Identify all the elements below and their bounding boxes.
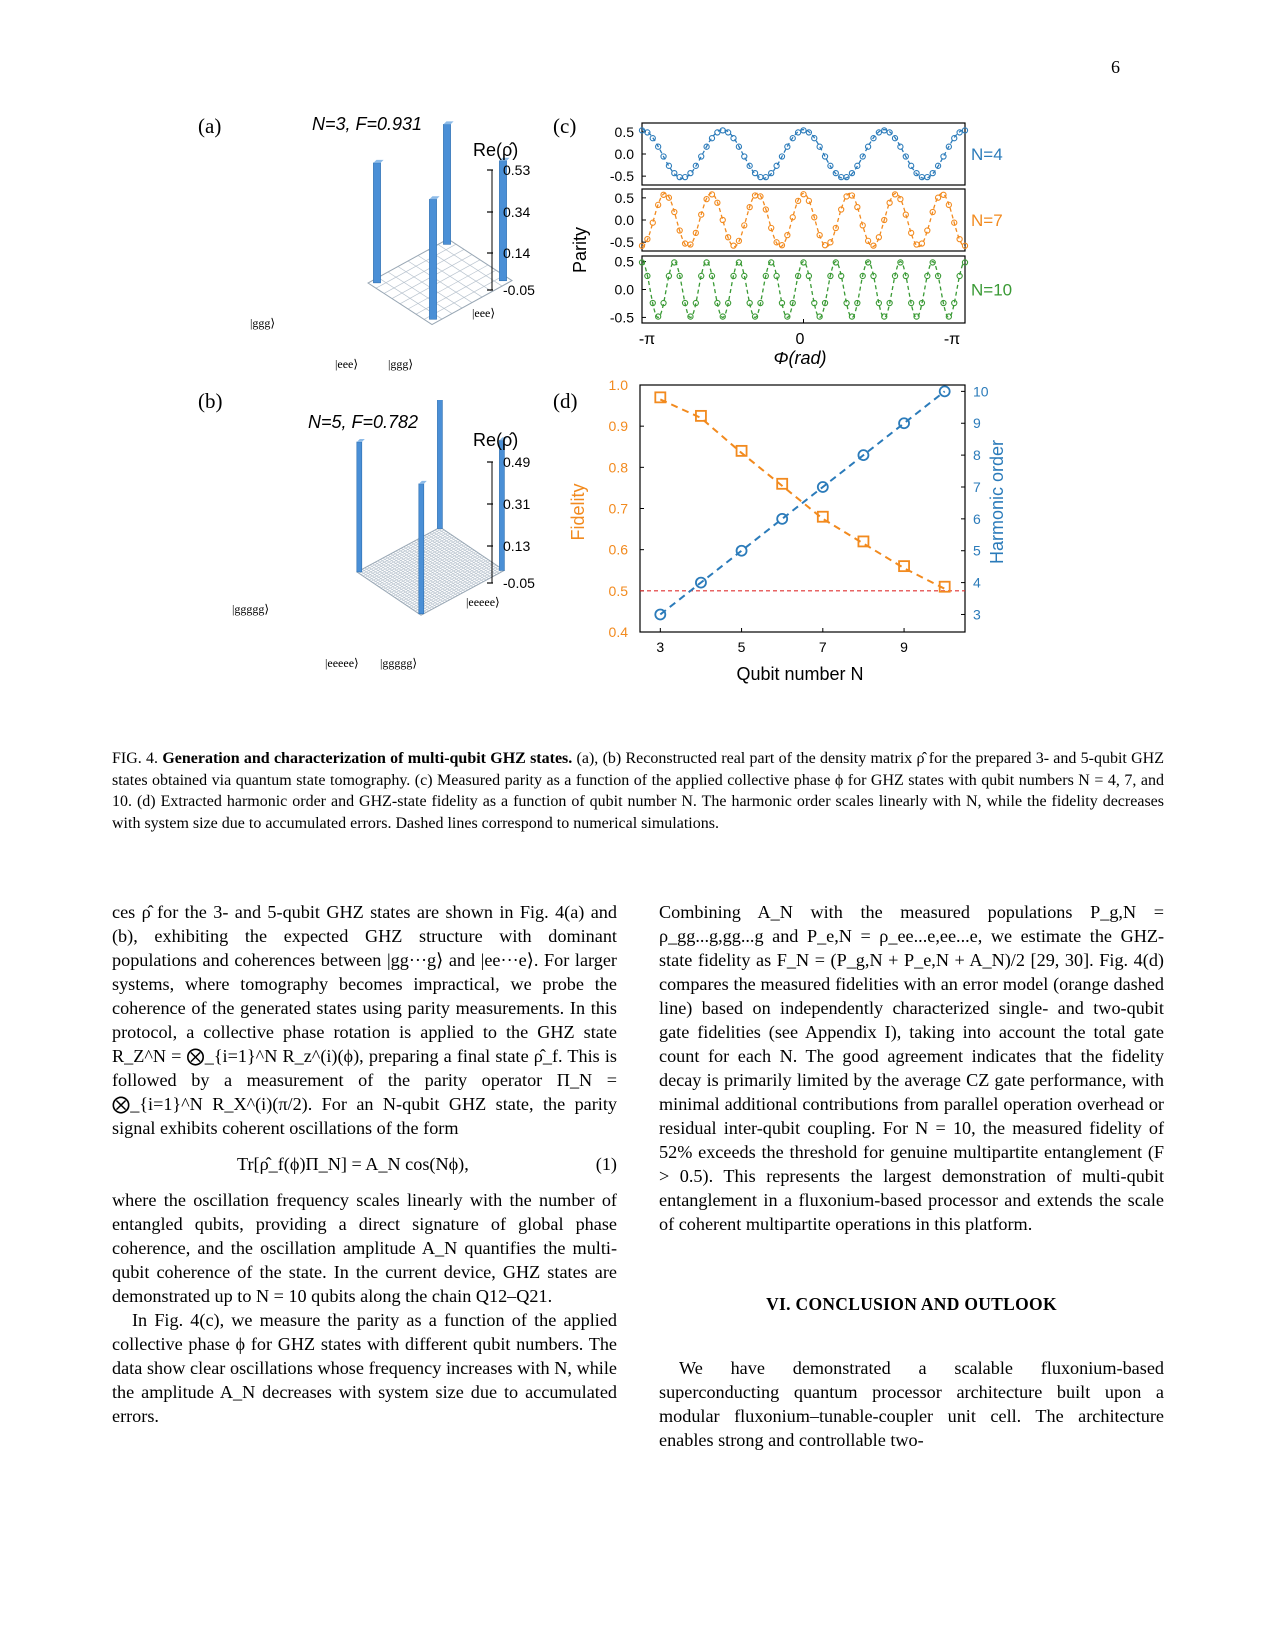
c-point-1-51 <box>914 242 919 247</box>
c-point-1-31 <box>806 198 811 203</box>
b-ztick-3: -0.05 <box>503 575 535 591</box>
c-series-label-2: N=10 <box>971 280 1013 300</box>
a-bar-1 <box>499 161 506 281</box>
d-ytick-right-2: 8 <box>973 447 981 464</box>
panel-a-zlabel: Re(ρ̂) <box>473 140 519 160</box>
c-point-1-59 <box>957 237 962 242</box>
right-column <box>659 900 1164 1452</box>
d-ytick-right-1: 9 <box>973 415 981 432</box>
c-point-0-42 <box>866 144 871 149</box>
panel-c-letter: (c) <box>553 114 577 138</box>
c-point-0-1 <box>645 130 650 135</box>
a-bar-2 <box>373 163 380 283</box>
c-ytick-1-0: 0.5 <box>614 189 634 206</box>
d-harmonic-line <box>660 391 944 614</box>
d-harmonic-point-6 <box>899 418 909 428</box>
a-ztick-0: 0.53 <box>503 162 531 178</box>
panel-b-zlabel: Re(ρ̂) <box>473 430 519 450</box>
panel-c-xtick-1: 0 <box>795 331 805 348</box>
panel-b-density-matrix-plot <box>230 400 550 680</box>
c-point-0-13 <box>709 136 714 141</box>
caption-text: (a), (b) Reconstructed real part of the density matrix ρ̂ for the prepared 3- and 5-qubit GHZ states obtained via quantum state tomography. (c) Measured parity as a function of the applied collective phase ϕ for GHZ states with qubit numbers N = 4, 7, and 10. (d) Extracted harmonic order and GHZ-state fidelity as a function of qubit number N. The harmonic order scales linearly with N, while the fidelity decreases with system size due to accumulated errors. Dashed lines correspond to numerical simulations. <box>112 750 1165 832</box>
d-ytick-right-7: 3 <box>973 606 981 623</box>
b-bar-3 <box>419 484 424 614</box>
d-xtick-2: 7 <box>818 639 827 655</box>
panel-a-basis-right: |eee⟩ <box>472 306 496 320</box>
c-point-0-33 <box>817 144 822 149</box>
c-point-0-56 <box>941 154 946 159</box>
figure-caption <box>112 748 1164 834</box>
left-column <box>112 900 617 1428</box>
d-harmonic-point-3 <box>777 514 787 524</box>
panel-c-ylabel: Parity <box>570 226 590 274</box>
panel-a-basis-front-right: |ggg⟩ <box>388 357 414 371</box>
c-point-0-14 <box>715 130 720 135</box>
caption-title: Generation and characterization of multi-qubit GHZ states. <box>162 750 573 767</box>
a-bar-3 <box>429 199 436 319</box>
c-point-0-19 <box>742 154 747 159</box>
d-ytick-left-0: 1.0 <box>608 380 628 393</box>
c-point-0-17 <box>731 136 736 141</box>
panel-a-basis-front-left: |eee⟩ <box>335 357 359 371</box>
panel-a-letter: (a) <box>198 114 222 138</box>
c-ytick-0-0: 0.5 <box>614 123 634 140</box>
c-series-line-0 <box>642 130 965 179</box>
d-ytick-right-5: 5 <box>973 542 981 559</box>
section-heading-conclusion: VI. CONCLUSION AND OUTLOOK <box>766 1294 1057 1314</box>
c-point-1-35 <box>828 240 833 245</box>
panel-d-letter: (d) <box>553 389 578 413</box>
b-bar-0 <box>437 400 442 529</box>
c-point-1-56 <box>941 192 946 197</box>
c-point-0-9 <box>688 171 693 176</box>
panel-d-ylabel-left: Fidelity <box>568 483 588 541</box>
c-point-0-29 <box>796 130 801 135</box>
c-point-0-48 <box>898 144 903 149</box>
d-ytick-right-4: 6 <box>973 510 981 527</box>
c-series-line-1 <box>642 193 965 246</box>
c-ytick-1-1: 0.0 <box>614 212 634 228</box>
left-paragraph-1: ces ρ̂ for the 3- and 5-qubit GHZ states are shown in Fig. 4(a) and (b), exhibiting the expected GHZ structure with dominant populations and coherences between |gg···g⟩ and |ee···e⟩. For larger systems, where tomography becomes impractical, we probe the coherence of the generated states using parity measurements. In this protocol, a collective phase rotation is applied to the GHZ state R_Z^N = ⨂_{i=1}^N R_z^(i)(ϕ), preparing a final state ρ̂_f. This is followed by a measurement of the parity operator Π_N = ⨂_{i=1}^N R_X^(i)(π/2). For an N-qubit GHZ state, the parity signal exhibits coherent oscillations of the form <box>112 902 617 1138</box>
c-point-1-55 <box>935 195 940 200</box>
c-ytick-2-2: -0.5 <box>609 309 634 326</box>
panel-d-ylabel-right: Harmonic order <box>987 439 1007 565</box>
a-ztick-1: 0.34 <box>503 204 531 220</box>
c-ytick-2-1: 0.0 <box>614 281 634 298</box>
panel-c-xtick-0: -π <box>638 331 656 348</box>
equation-1-body: Tr[ρ̂_f(ϕ)Π_N] = A_N cos(Nϕ), <box>237 1154 469 1174</box>
panel-a-basis-left: |ggg⟩ <box>250 316 276 330</box>
c-series-line-2 <box>642 262 965 318</box>
d-ytick-left-2: 0.8 <box>608 459 628 476</box>
d-ytick-right-6: 4 <box>973 574 981 591</box>
c-point-0-16 <box>726 130 731 135</box>
right-paragraph-2: We have demonstrated a scalable fluxonium-based superconducting quantum processor architecture built upon a modular fluxonium–tunable-coupler unit cell. The architecture enables strong and controllable two- <box>659 1358 1164 1450</box>
d-harmonic-point-2 <box>737 546 747 556</box>
c-point-1-34 <box>822 243 827 248</box>
d-ytick-right-3: 7 <box>973 478 981 495</box>
panel-b-basis-right: |eeeee⟩ <box>466 595 500 609</box>
panel-c-xlabel: Φ(rad) <box>773 348 827 368</box>
panel-a-density-matrix-plot <box>230 110 550 380</box>
left-paragraph-3: In Fig. 4(c), we measure the parity as a function of the applied collective phase ϕ for GHZ states with different qubit numbers. The data show clear oscillations whose frequency increases with N, while the amplitude A_N decreases with system size due to accumulated errors. <box>112 1310 617 1426</box>
d-ytick-left-3: 0.7 <box>608 500 628 517</box>
c-point-0-40 <box>855 163 860 168</box>
c-ytick-0-2: -0.5 <box>609 168 634 185</box>
c-ytick-2-0: 0.5 <box>614 253 634 270</box>
b-ztick-0: 0.49 <box>503 454 531 470</box>
a-bar-0 <box>443 124 450 244</box>
panel-b-letter: (b) <box>198 389 223 413</box>
c-series-label-1: N=7 <box>971 211 1003 230</box>
panel-c-xtick-2: -π <box>943 331 961 348</box>
d-ytick-left-1: 0.9 <box>608 418 628 435</box>
d-ytick-right-0: 10 <box>973 383 989 400</box>
left-paragraph-2: where the oscillation frequency scales linearly with the number of entangled qubits, providing a direct signature of global phase coherence, and the oscillation amplitude A_N quantifies the multi-qubit coherence of the state. In the current device, GHZ states are demonstrated up to N = 10 qubits along the chain Q12–Q21. <box>112 1190 617 1306</box>
panel-d-fidelity-plot <box>560 380 1030 690</box>
equation-1 <box>112 1140 617 1188</box>
c-point-0-50 <box>909 163 914 168</box>
d-ytick-left-5: 0.5 <box>608 582 628 599</box>
equation-1-number: (1) <box>595 1154 617 1174</box>
b-ztick-1: 0.31 <box>503 496 531 512</box>
b-bar-2 <box>357 442 362 572</box>
c-point-0-5 <box>666 163 671 168</box>
d-ytick-left-4: 0.6 <box>608 541 628 558</box>
a-ztick-3: -0.05 <box>503 282 535 298</box>
page-number: 6 <box>1111 57 1120 77</box>
panel-b-title: N=5, F=0.782 <box>307 412 419 432</box>
c-series-label-0: N=4 <box>971 145 1003 164</box>
c-point-0-27 <box>785 144 790 149</box>
panel-a-title: N=3, F=0.931 <box>311 114 423 134</box>
c-point-0-6 <box>672 171 677 176</box>
d-xtick-1: 5 <box>737 639 746 655</box>
c-point-0-25 <box>774 163 779 168</box>
c-point-0-21 <box>752 171 757 176</box>
d-xtick-3: 9 <box>900 639 908 655</box>
panel-d-xlabel: Qubit number N <box>736 664 864 684</box>
caption-label: FIG. 4. <box>112 750 159 767</box>
c-ytick-0-1: 0.0 <box>614 146 634 162</box>
c-point-0-58 <box>952 136 957 141</box>
panel-b-basis-front-right: |ggggg⟩ <box>380 656 418 670</box>
c-point-0-11 <box>699 154 704 159</box>
panel-c-parity-plot <box>560 110 1030 375</box>
d-fidelity-point-2 <box>737 446 747 456</box>
c-point-0-7 <box>677 175 682 180</box>
d-ytick-left-6: 0.4 <box>608 624 628 640</box>
d-xtick-0: 3 <box>656 639 665 655</box>
a-ztick-2: 0.14 <box>503 245 531 261</box>
b-ztick-2: 0.13 <box>503 538 531 554</box>
c-ytick-1-2: -0.5 <box>609 234 634 251</box>
panel-b-basis-left: |ggggg⟩ <box>232 602 270 616</box>
right-paragraph-1: Combining A_N with the measured populations P_g,N = ρ_gg...g,gg...g and P_e,N = ρ_ee...e,ee...e, we estimate the GHZ-state fidelity as F_N = (P_g,N + P_e,N + A_N)/2 [29, 30]. Fig. 4(d) compares the measured fidelities with an error model (orange dashed line) based on independently characterized single- and two-qubit gate fidelities (see Appendix I), taking into account the total gate count for each N. The good agreement indicates that the fidelity decay is primarily limited by the average CZ gate performance, with minimal additional contributions from parallel operation overhead or residual inter-qubit coupling. For N = 10, the measured fidelity of 52% exceeds the threshold for genuine multipartite entanglement (F > 0.5). This represents the largest demonstration of multi-qubit entanglement in a fluxonium-based processor and extends the scale of coherent multipartite operations in this platform. <box>659 902 1164 1234</box>
panel-b-basis-front-left: |eeeee⟩ <box>325 656 359 670</box>
